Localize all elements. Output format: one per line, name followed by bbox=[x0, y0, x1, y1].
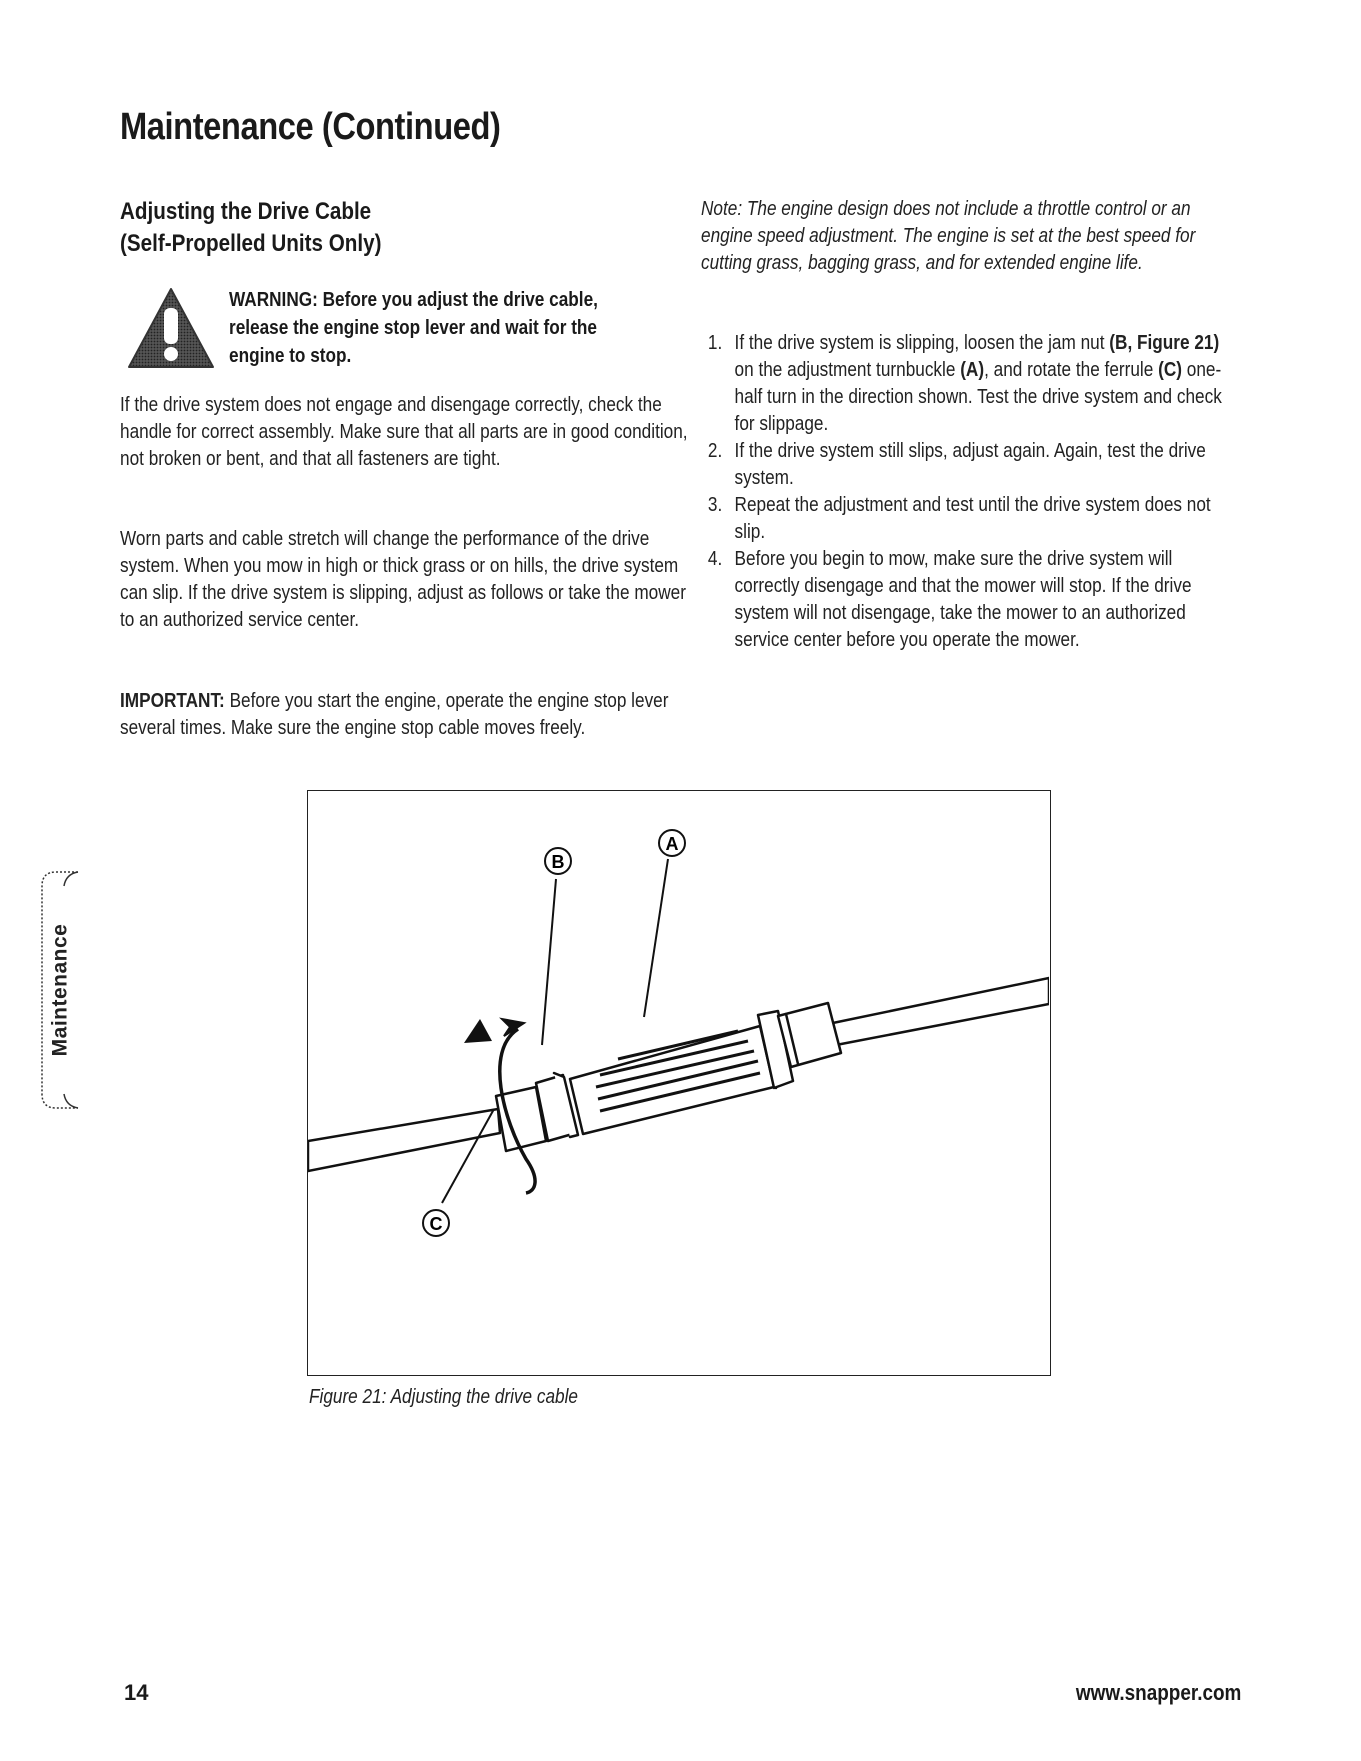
step-number: 3. bbox=[707, 494, 723, 516]
step-item bbox=[701, 492, 1234, 546]
step-item bbox=[701, 546, 1234, 654]
warning-triangle-icon bbox=[126, 286, 216, 370]
step-text: If the drive system still slips, adjust again. Again, test the drive system. bbox=[734, 440, 1206, 489]
important-paragraph bbox=[120, 688, 705, 742]
drive-cable-illustration bbox=[308, 791, 1049, 1374]
callout-b: B bbox=[551, 852, 565, 872]
step-number: 2. bbox=[707, 440, 723, 462]
step-item: 1. If the drive system is slipping, loosen the jam nut (B, Figure 21) on the adjustment turnbuckle (A), and rotate the ferrule (C) one-half turn in the direction shown. Test the drive system and check for slippage. bbox=[707, 332, 1222, 435]
website-url: www.snapper.com bbox=[1075, 1680, 1241, 1705]
figure-21-frame bbox=[307, 790, 1051, 1376]
intro-paragraph: If the drive system does not engage and disengage correctly, check the handle for correct assembly. Make sure that all parts are in good condition, not broken or bent, and that all fasteners are tight. bbox=[120, 394, 688, 470]
section-heading-line2: (Self-Propelled Units Only) bbox=[120, 230, 382, 257]
adjustment-steps bbox=[701, 330, 1234, 654]
step-text: Before you begin to mow, make sure the drive system will correctly disengage and that the mower will stop. If the drive system will not disengage, take the mower to an authorized service center before you operate the mower. bbox=[734, 548, 1192, 651]
side-tab-label: Maintenance bbox=[48, 923, 72, 1057]
important-label: IMPORTANT: bbox=[120, 690, 225, 712]
page-title: Maintenance (Continued) bbox=[120, 106, 501, 148]
important-text: Before you start the engine, operate the engine stop lever several times. Make sure the engine stop cable moves freely. bbox=[120, 690, 669, 739]
step-item bbox=[701, 438, 1234, 492]
step-text: Repeat the adjustment and test until the drive system does not slip. bbox=[734, 494, 1211, 543]
figure-caption: Figure 21: Adjusting the drive cable bbox=[309, 1386, 578, 1408]
callout-a: A bbox=[665, 834, 679, 854]
step-number: 1. bbox=[707, 332, 723, 354]
page-number: 14 bbox=[124, 1680, 149, 1705]
step-number: 4. bbox=[707, 548, 723, 570]
engine-note: Note: The engine design does not include a throttle control or an engine speed adjustment. The engine is set at the best speed for cutting grass, bagging grass, and for extended engine life. bbox=[701, 198, 1196, 274]
warning-text: WARNING: Before you adjust the drive cable, release the engine stop lever and wait for the engine to stop. bbox=[229, 289, 598, 367]
section-heading-line1: Adjusting the Drive Cable bbox=[120, 198, 372, 225]
callout-c: C bbox=[429, 1214, 443, 1234]
section-heading bbox=[120, 196, 381, 260]
performance-paragraph: Worn parts and cable stretch will change the performance of the drive system. When you mow in high or thick grass or on hills, the drive system can slip. If the drive system is slipping, adjust as follows or take the mower to an authorized service center. bbox=[120, 528, 686, 631]
